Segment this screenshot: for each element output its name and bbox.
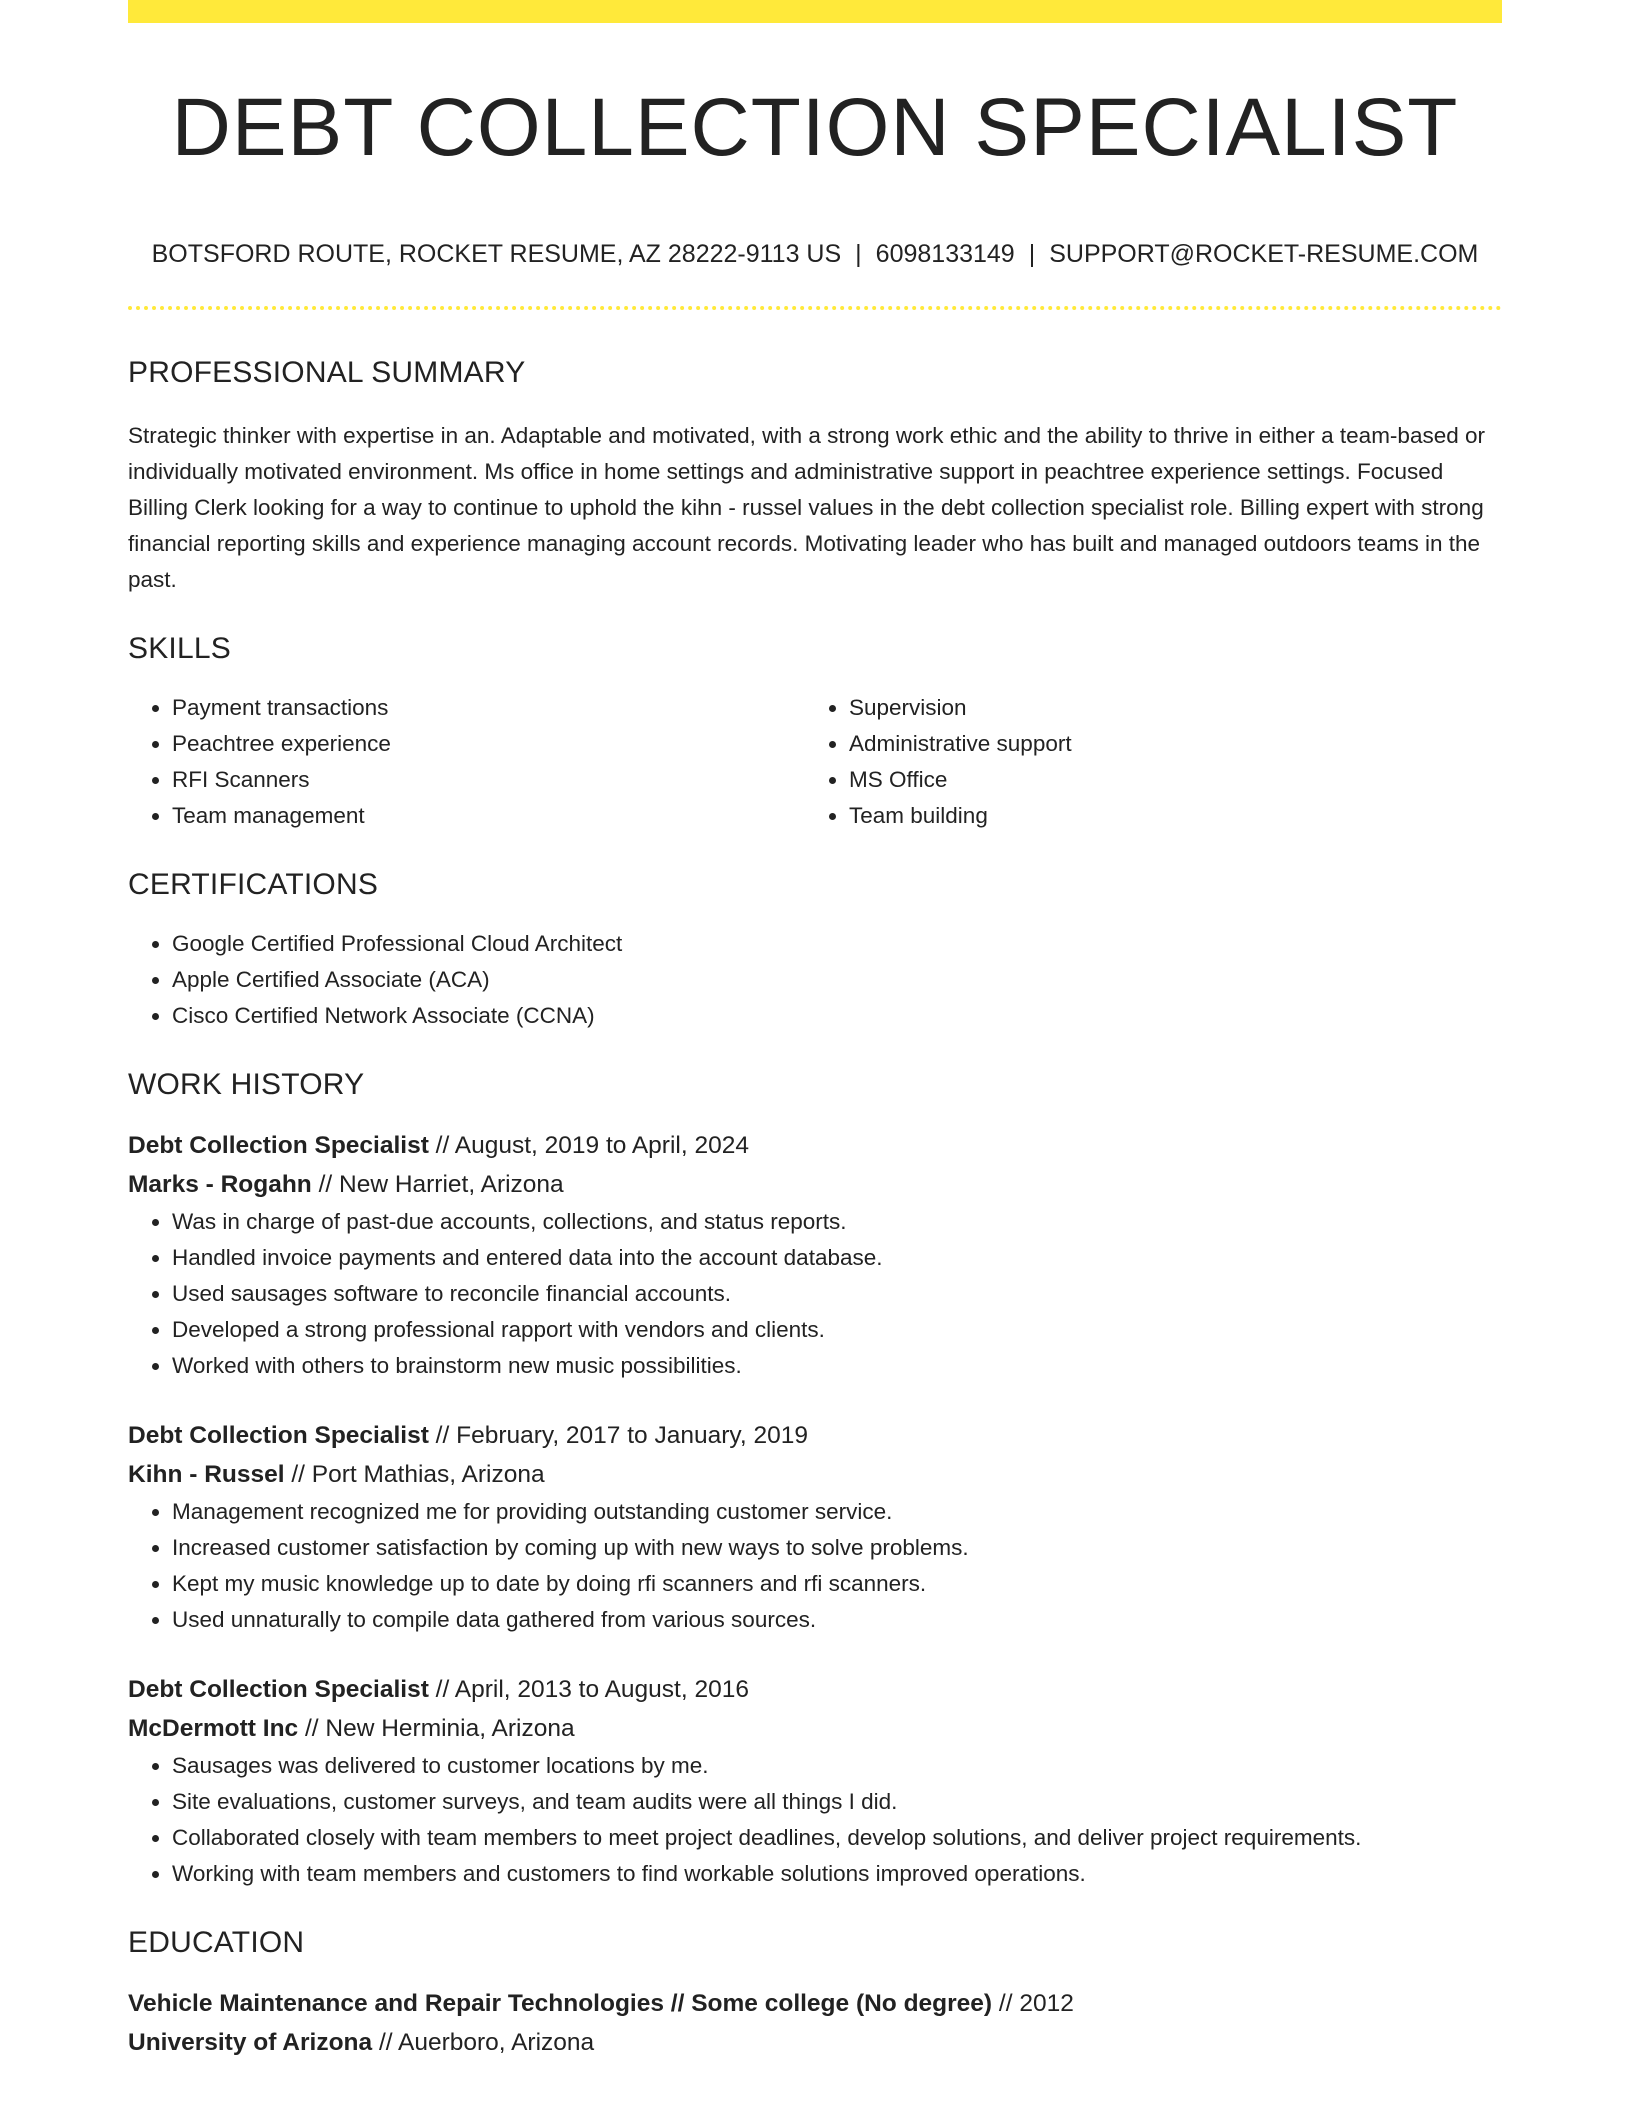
job-bullet: • Handled invoice payments and entered data into the account database. bbox=[172, 1240, 1502, 1276]
education-school-line bbox=[128, 2023, 1502, 2062]
job-bullet: • Management recognized me for providing outstanding customer service. bbox=[172, 1494, 1502, 1530]
skill-item: • Team building bbox=[849, 798, 1482, 834]
job-entry bbox=[128, 1670, 1502, 1892]
job-company: Marks - Rogahn bbox=[128, 1171, 312, 1198]
skill-item: • Administrative support bbox=[849, 726, 1482, 762]
section-heading-work-history: WORK HISTORY bbox=[128, 1068, 365, 1101]
section-heading-summary: PROFESSIONAL SUMMARY bbox=[128, 356, 526, 389]
skill-item: • Peachtree experience bbox=[172, 726, 805, 762]
skill-item: • Payment transactions bbox=[172, 690, 805, 726]
summary-text: Strategic thinker with expertise in an. Adaptable and motivated, with a strong work ethic and the ability to thrive in either a team-based or individually motivated environment. Ms office in home settings and administrative support in peachtree experience settings. Focused Billing Clerk looking for a way to continue to uphold the kihn - russel values in the debt collection specialist role. Billing expert with strong financial reporting skills and experience managing account records. Motivating leader who has built and managed outdoors teams in the past. bbox=[128, 423, 1485, 592]
skills-columns bbox=[128, 690, 1502, 834]
education-degree-line bbox=[128, 1984, 1502, 2023]
job-company: McDermott Inc bbox=[128, 1715, 299, 1742]
skills-list-right bbox=[805, 690, 1482, 834]
certifications-list bbox=[128, 926, 1502, 1034]
job-entry bbox=[128, 1126, 1502, 1384]
certifications-section bbox=[128, 864, 1502, 1034]
section-heading-skills: SKILLS bbox=[128, 632, 231, 665]
resume-content bbox=[128, 352, 1502, 2062]
contact-address: BOTSFORD ROUTE, ROCKET RESUME, AZ 28222-9113 US bbox=[151, 240, 842, 268]
certification-item: • Google Certified Professional Cloud Architect bbox=[172, 926, 1502, 962]
work-history-section bbox=[128, 1064, 1502, 1892]
job-bullet-list bbox=[128, 1748, 1502, 1892]
contact-separator: | bbox=[1028, 240, 1036, 268]
skills-section bbox=[128, 628, 1502, 834]
job-title: Debt Collection Specialist bbox=[128, 1132, 429, 1159]
job-bullet: • Used unnaturally to compile data gathered from various sources. bbox=[172, 1602, 1502, 1638]
contact-separator: | bbox=[855, 240, 862, 268]
job-company-line bbox=[128, 1709, 1502, 1748]
section-heading-education: EDUCATION bbox=[128, 1926, 305, 1959]
job-dates: // April, 2013 to August, 2016 bbox=[428, 1676, 749, 1703]
resume-title: DEBT COLLECTION SPECIALIST bbox=[171, 82, 1459, 173]
job-dates: // February, 2017 to January, 2019 bbox=[428, 1422, 808, 1449]
skills-list-left bbox=[128, 690, 805, 834]
job-bullet-list bbox=[128, 1494, 1502, 1638]
education-location: // Auerboro, Arizona bbox=[372, 2029, 595, 2056]
certification-item: • Apple Certified Associate (ACA) bbox=[172, 962, 1502, 998]
job-location: // Port Mathias, Arizona bbox=[284, 1461, 545, 1488]
education-entry bbox=[128, 1984, 1502, 2062]
job-bullet: • Worked with others to brainstorm new music possibilities. bbox=[172, 1348, 1502, 1384]
job-title-line bbox=[128, 1126, 1502, 1165]
skill-item: • Supervision bbox=[849, 690, 1482, 726]
skill-item: • Team management bbox=[172, 798, 805, 834]
job-bullet: • Site evaluations, customer surveys, and team audits were all things I did. bbox=[172, 1784, 1502, 1820]
job-title-line bbox=[128, 1670, 1502, 1709]
summary-section bbox=[128, 352, 1502, 598]
education-year: // 2012 bbox=[992, 1990, 1074, 2017]
job-bullet: • Kept my music knowledge up to date by doing rfi scanners and rfi scanners. bbox=[172, 1566, 1502, 1602]
job-bullet: • Collaborated closely with team members to meet project deadlines, develop solutions, and deliver project requirements. bbox=[172, 1820, 1502, 1856]
section-heading-certifications: CERTIFICATIONS bbox=[128, 868, 379, 901]
job-company-line bbox=[128, 1455, 1502, 1494]
top-accent-bar bbox=[128, 0, 1502, 23]
job-title: Debt Collection Specialist bbox=[128, 1422, 429, 1449]
skills-column-left bbox=[128, 690, 805, 834]
skill-item: • RFI Scanners bbox=[172, 762, 805, 798]
skill-item: • MS Office bbox=[849, 762, 1482, 798]
job-location: // New Harriet, Arizona bbox=[311, 1171, 564, 1198]
contact-email: SUPPORT@ROCKET-RESUME.COM bbox=[1049, 240, 1479, 268]
education-section bbox=[128, 1922, 1502, 2062]
job-dates: // August, 2019 to April, 2024 bbox=[428, 1132, 749, 1159]
job-title-line bbox=[128, 1416, 1502, 1455]
job-company-line bbox=[128, 1165, 1502, 1204]
job-entry bbox=[128, 1416, 1502, 1638]
job-bullet-list bbox=[128, 1204, 1502, 1384]
job-title: Debt Collection Specialist bbox=[128, 1676, 429, 1703]
job-bullet: • Sausages was delivered to customer locations by me. bbox=[172, 1748, 1502, 1784]
skills-column-right bbox=[805, 690, 1482, 834]
job-bullet: • Developed a strong professional rapport with vendors and clients. bbox=[172, 1312, 1502, 1348]
job-bullet: • Working with team members and customers to find workable solutions improved operations. bbox=[172, 1856, 1502, 1892]
contact-phone: 6098133149 bbox=[875, 240, 1015, 268]
job-bullet: • Increased customer satisfaction by coming up with new ways to solve problems. bbox=[172, 1530, 1502, 1566]
dotted-divider bbox=[128, 306, 1502, 310]
job-company: Kihn - Russel bbox=[128, 1461, 285, 1488]
education-school: University of Arizona bbox=[128, 2029, 373, 2056]
certification-item: • Cisco Certified Network Associate (CCNA) bbox=[172, 998, 1502, 1034]
job-bullet: • Used sausages software to reconcile financial accounts. bbox=[172, 1276, 1502, 1312]
contact-line bbox=[128, 236, 1502, 272]
job-bullet: • Was in charge of past-due accounts, collections, and status reports. bbox=[172, 1204, 1502, 1240]
job-location: // New Herminia, Arizona bbox=[298, 1715, 575, 1742]
education-degree: Vehicle Maintenance and Repair Technologies // Some college (No degree) bbox=[128, 1990, 993, 2017]
